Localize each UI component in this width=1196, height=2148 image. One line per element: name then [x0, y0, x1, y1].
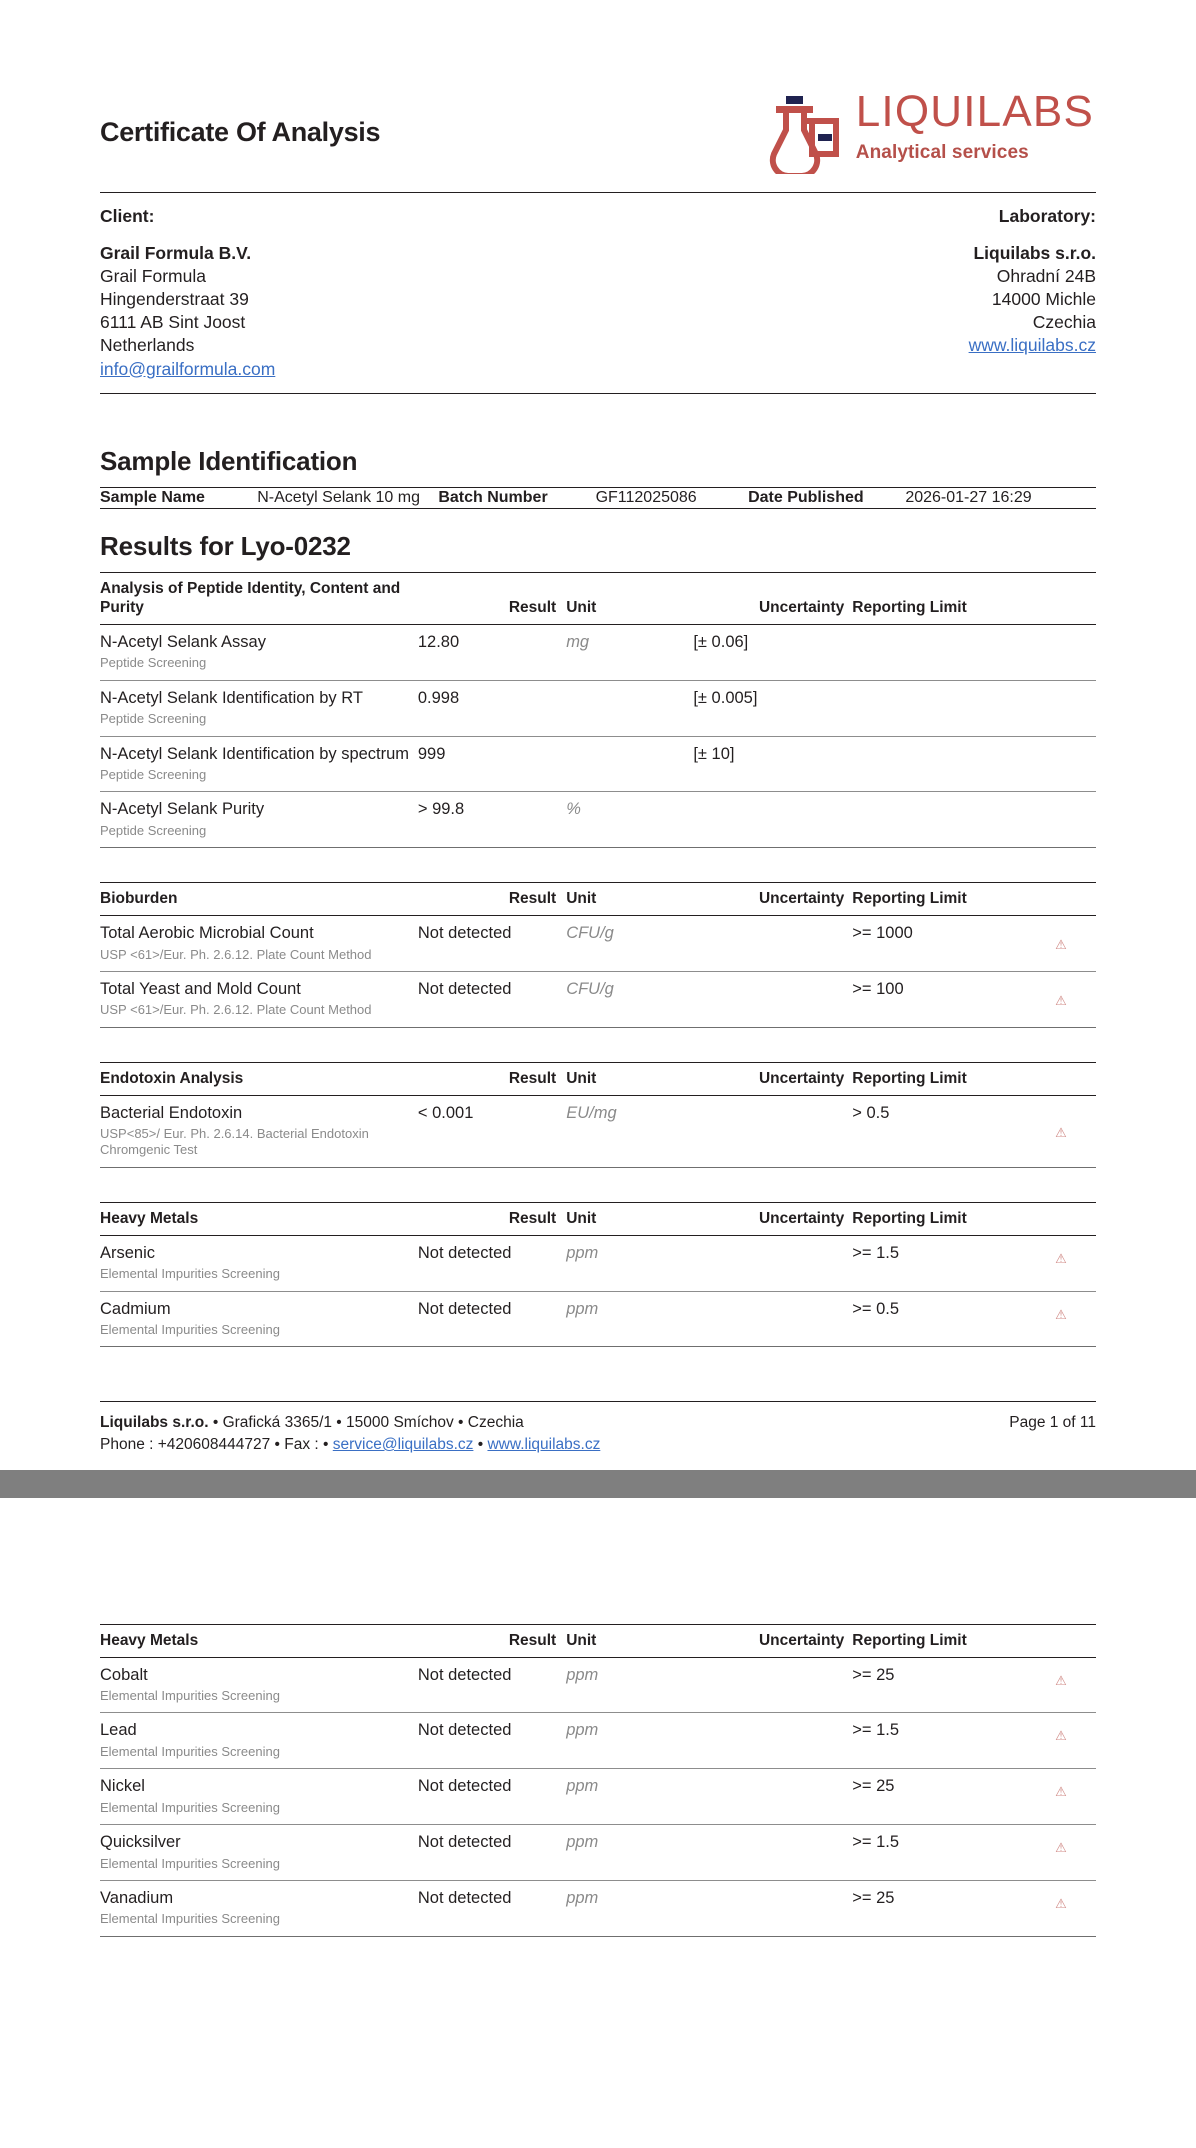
unit-cell: %	[566, 792, 693, 848]
uncertainty-cell	[693, 1095, 852, 1167]
laboratory-website-link[interactable]: www.liquilabs.cz	[968, 335, 1096, 356]
analyte-method: Elemental Impurities Screening	[100, 1266, 280, 1282]
unit-cell: CFU/g	[566, 916, 693, 972]
footer-company: Liquilabs s.r.o.	[100, 1414, 209, 1432]
column-header-unit: Unit	[566, 1202, 693, 1235]
laboratory-address-line: 14000 Michle	[991, 289, 1096, 310]
column-header-result: Result	[418, 1062, 566, 1095]
footer-separator: •	[473, 1436, 488, 1454]
laboratory-heading: Laboratory:	[998, 206, 1096, 226]
table-row	[100, 1235, 1096, 1291]
flag-cell	[1011, 1825, 1096, 1881]
page-footer	[100, 1401, 1096, 1455]
flask-icon	[766, 92, 844, 174]
result-cell: 12.80	[418, 624, 566, 680]
footer-address-row	[100, 1412, 600, 1434]
column-header-uncertainty: Uncertainty	[693, 573, 852, 625]
result-table	[100, 572, 1096, 876]
column-header-unit: Unit	[566, 1624, 693, 1657]
date-published-label: Date Published	[748, 487, 905, 508]
table-row	[100, 1769, 1096, 1825]
column-header-reporting-limit: Reporting Limit	[852, 1062, 1011, 1095]
table-row	[100, 971, 1096, 1027]
table-row	[100, 1657, 1096, 1713]
column-header-unit: Unit	[566, 1062, 693, 1095]
column-header-result: Result	[418, 883, 566, 916]
column-header-category: Analysis of Peptide Identity, Content and Purity	[100, 573, 418, 625]
table-row	[100, 487, 1096, 508]
result-cell: Not detected	[418, 916, 566, 972]
uncertainty-cell	[693, 916, 852, 972]
column-header-flag	[1011, 1062, 1096, 1095]
uncertainty-cell	[693, 1235, 852, 1291]
reporting-limit-cell: >= 25	[852, 1769, 1011, 1825]
results-tables-page1	[100, 572, 1096, 1375]
flag-cell	[1011, 1657, 1096, 1713]
analyte-method: Peptide Screening	[100, 767, 207, 782]
result-cell: 0.998	[418, 680, 566, 736]
sample-identification-title: Sample Identification	[100, 445, 358, 476]
uncertainty-cell: [± 10]	[693, 736, 852, 792]
result-cell: Not detected	[418, 971, 566, 1027]
warning-triangle-icon: ⚠	[1055, 1124, 1067, 1140]
laboratory-block	[969, 205, 1096, 381]
client-address-line: Grail Formula	[100, 266, 206, 287]
analyte-name: N-Acetyl Selank Identification by spectrum	[100, 744, 410, 763]
result-table-4	[100, 1202, 1096, 1348]
client-name: Grail Formula B.V.	[100, 243, 252, 264]
result-table	[100, 882, 1096, 1056]
column-header-reporting-limit: Reporting Limit	[852, 1202, 1011, 1235]
column-header-flag	[1011, 1202, 1096, 1235]
analyte-name: Vanadium	[100, 1888, 174, 1907]
warning-triangle-icon: ⚠	[1055, 1672, 1067, 1688]
analyte-name: Total Yeast and Mold Count	[100, 979, 301, 998]
unit-cell: ppm	[566, 1825, 693, 1881]
unit-cell: CFU/g	[566, 971, 693, 1027]
analyte-cell	[100, 1713, 418, 1769]
analyte-cell	[100, 1291, 418, 1347]
sample-identification-table	[100, 487, 1096, 509]
reporting-limit-cell: > 0.5	[852, 1095, 1011, 1167]
analyte-cell	[100, 1657, 418, 1713]
table-row	[100, 792, 1096, 848]
analyte-method: Elemental Impurities Screening	[100, 1855, 280, 1871]
page-2	[0, 1498, 1196, 1965]
client-address-line: Netherlands	[100, 335, 195, 356]
unit-cell: ppm	[566, 1880, 693, 1936]
logo-tagline: Analytical services	[855, 141, 1029, 163]
table-row	[100, 1095, 1096, 1167]
unit-cell: ppm	[566, 1235, 693, 1291]
analyte-method: Elemental Impurities Screening	[100, 1743, 280, 1759]
reporting-limit-cell: >= 1.5	[852, 1825, 1011, 1881]
table-spacer	[100, 1028, 1096, 1056]
column-header-unit: Unit	[566, 573, 693, 625]
client-block	[100, 205, 275, 381]
reporting-limit-cell: >= 1.5	[852, 1713, 1011, 1769]
sample-name-value: N-Acetyl Selank 10 mg	[257, 487, 438, 508]
column-header-uncertainty: Uncertainty	[693, 1624, 852, 1657]
laboratory-address-line: Ohradní 24B	[996, 266, 1096, 287]
brand-logo	[766, 87, 1096, 174]
result-cell: Not detected	[418, 1235, 566, 1291]
analyte-method: Elemental Impurities Screening	[100, 1799, 280, 1815]
analyte-cell	[100, 736, 418, 792]
table-header-row	[100, 573, 1096, 625]
reporting-limit-cell	[852, 792, 1011, 848]
results-tables-page2	[100, 1624, 1096, 1965]
flag-cell	[1011, 624, 1096, 680]
results-title: Results for Lyo-0232	[100, 531, 351, 562]
date-published-value: 2026-01-27 16:29	[905, 487, 1096, 508]
column-header-flag	[1011, 1624, 1096, 1657]
table-row	[100, 1825, 1096, 1881]
unit-cell	[566, 680, 693, 736]
analyte-name: Bacterial Endotoxin	[100, 1103, 243, 1122]
flag-cell	[1011, 792, 1096, 848]
laboratory-address-line: Czechia	[1032, 312, 1096, 333]
table-header-row	[100, 1624, 1096, 1657]
column-header-reporting-limit: Reporting Limit	[852, 883, 1011, 916]
footer-phone-row	[100, 1434, 600, 1456]
analyte-cell	[100, 916, 418, 972]
analyte-method: USP <61>/Eur. Ph. 2.6.12. Plate Count Method	[100, 946, 372, 962]
analyte-method: Peptide Screening	[100, 711, 207, 727]
analyte-name: N-Acetyl Selank Assay	[100, 632, 266, 651]
result-cell: Not detected	[418, 1657, 566, 1713]
result-table	[100, 1062, 1096, 1196]
table-row	[100, 680, 1096, 736]
analyte-cell	[100, 1095, 418, 1167]
batch-number-value: GF112025086	[596, 487, 748, 508]
unit-cell: ppm	[566, 1713, 693, 1769]
analyte-cell	[100, 1235, 418, 1291]
client-address-line: 6111 AB Sint Joost	[100, 312, 246, 333]
reporting-limit-cell: >= 25	[852, 1880, 1011, 1936]
address-bottom-rule	[100, 393, 1096, 394]
table-spacer	[100, 1937, 1096, 1965]
analyte-cell	[100, 792, 418, 848]
footer-address: • Grafická 3365/1 • 15000 Smíchov • Czechia	[208, 1414, 524, 1432]
laboratory-name: Liquilabs s.r.o.	[973, 243, 1096, 264]
uncertainty-cell	[693, 792, 852, 848]
table-row	[100, 1713, 1096, 1769]
result-table	[100, 1624, 1096, 1965]
reporting-limit-cell: >= 1000	[852, 916, 1011, 972]
reporting-limit-cell	[852, 680, 1011, 736]
column-header-reporting-limit: Reporting Limit	[852, 1624, 1011, 1657]
column-header-flag	[1011, 573, 1096, 625]
uncertainty-cell	[693, 1713, 852, 1769]
batch-number-label: Batch Number	[438, 487, 595, 508]
warning-triangle-icon: ⚠	[1055, 1784, 1067, 1800]
document-header	[100, 60, 1096, 180]
footer-contact	[100, 1412, 600, 1455]
reporting-limit-cell: >= 100	[852, 971, 1011, 1027]
unit-cell: ppm	[566, 1291, 693, 1347]
uncertainty-cell	[693, 971, 852, 1027]
warning-triangle-icon: ⚠	[1055, 1840, 1067, 1856]
analyte-method: Elemental Impurities Screening	[100, 1321, 280, 1337]
column-header-result: Result	[418, 573, 566, 625]
flag-cell	[1011, 1235, 1096, 1291]
column-header-result: Result	[418, 1202, 566, 1235]
flag-cell	[1011, 680, 1096, 736]
client-email-link[interactable]: info@grailformula.com	[100, 358, 276, 379]
flag-cell	[1011, 916, 1096, 972]
warning-triangle-icon: ⚠	[1055, 937, 1067, 953]
result-cell: Not detected	[418, 1769, 566, 1825]
table-row	[100, 736, 1096, 792]
table-row	[100, 1880, 1096, 1936]
result-table-2	[100, 882, 1096, 1028]
footer-phone: Phone : +420608444727 • Fax : •	[100, 1436, 333, 1454]
result-cell: Not detected	[418, 1880, 566, 1936]
analyte-method: Peptide Screening	[100, 822, 207, 838]
reporting-limit-cell: >= 0.5	[852, 1291, 1011, 1347]
warning-triangle-icon: ⚠	[1055, 1250, 1067, 1266]
result-table-3	[100, 1062, 1096, 1168]
warning-triangle-icon: ⚠	[1055, 1306, 1067, 1322]
sample-name-label: Sample Name	[100, 487, 257, 508]
uncertainty-cell	[693, 1825, 852, 1881]
table-row	[100, 624, 1096, 680]
flag-cell	[1011, 1291, 1096, 1347]
result-table	[100, 1202, 1096, 1376]
analyte-method: USP <61>/Eur. Ph. 2.6.12. Plate Count Method	[100, 1002, 372, 1018]
result-cell: Not detected	[418, 1825, 566, 1881]
flag-cell	[1011, 1880, 1096, 1936]
analyte-cell	[100, 680, 418, 736]
analyte-name: Nickel	[100, 1777, 145, 1796]
result-cell: < 0.001	[418, 1095, 566, 1167]
analyte-cell	[100, 971, 418, 1027]
analyte-name: N-Acetyl Selank Identification by RT	[100, 688, 363, 707]
column-header-category: Heavy Metals	[100, 1202, 418, 1235]
analyte-method: USP<85>/ Eur. Ph. 2.6.14. Bacterial Endotoxin Chromgenic Test	[100, 1126, 369, 1158]
client-heading: Client:	[100, 206, 155, 226]
analyte-name: Lead	[100, 1721, 137, 1740]
unit-cell: ppm	[566, 1657, 693, 1713]
flag-cell	[1011, 1713, 1096, 1769]
result-cell: Not detected	[418, 1713, 566, 1769]
analyte-method: Peptide Screening	[100, 655, 207, 671]
flag-cell	[1011, 971, 1096, 1027]
reporting-limit-cell	[852, 624, 1011, 680]
reporting-limit-cell	[852, 736, 1011, 792]
analyte-name: Total Aerobic Microbial Count	[100, 924, 314, 943]
result-cell: > 99.8	[418, 792, 566, 848]
reporting-limit-cell: >= 1.5	[852, 1235, 1011, 1291]
unit-cell	[566, 736, 693, 792]
column-header-flag	[1011, 883, 1096, 916]
flag-cell	[1011, 1095, 1096, 1167]
unit-cell: mg	[566, 624, 693, 680]
warning-triangle-icon: ⚠	[1055, 1895, 1067, 1911]
uncertainty-cell	[693, 1769, 852, 1825]
table-row	[100, 1291, 1096, 1347]
table-header-row	[100, 1062, 1096, 1095]
column-header-category: Endotoxin Analysis	[100, 1062, 418, 1095]
analyte-method: Elemental Impurities Screening	[100, 1911, 280, 1927]
analyte-name: N-Acetyl Selank Purity	[100, 800, 265, 819]
table-header-row	[100, 883, 1096, 916]
footer-website-link[interactable]: www.liquilabs.cz	[487, 1436, 601, 1454]
result-table-1	[100, 572, 1096, 848]
page-separator	[0, 1470, 1196, 1498]
warning-triangle-icon: ⚠	[1055, 992, 1067, 1008]
analyte-method: Elemental Impurities Screening	[100, 1688, 280, 1704]
table-row	[100, 916, 1096, 972]
analyte-cell	[100, 624, 418, 680]
result-cell: 999	[418, 736, 566, 792]
client-address-line: Hingenderstraat 39	[100, 289, 249, 310]
warning-triangle-icon: ⚠	[1055, 1728, 1067, 1744]
column-header-uncertainty: Uncertainty	[693, 1062, 852, 1095]
analyte-cell	[100, 1825, 418, 1881]
footer-email-link[interactable]: service@liquilabs.cz	[332, 1436, 474, 1454]
result-cell: Not detected	[418, 1291, 566, 1347]
column-header-uncertainty: Uncertainty	[693, 1202, 852, 1235]
page-title: Certificate Of Analysis	[100, 116, 381, 147]
uncertainty-cell: [± 0.06]	[693, 624, 852, 680]
analyte-name: Cadmium	[100, 1299, 171, 1318]
analyte-cell	[100, 1880, 418, 1936]
uncertainty-cell	[693, 1657, 852, 1713]
page-number: Page 1 of 11	[1009, 1414, 1096, 1432]
uncertainty-cell	[693, 1880, 852, 1936]
table-spacer	[100, 1347, 1096, 1375]
column-header-category: Bioburden	[100, 883, 418, 916]
column-header-result: Result	[418, 1624, 566, 1657]
unit-cell: ppm	[566, 1769, 693, 1825]
flag-cell	[1011, 1769, 1096, 1825]
table-spacer	[100, 1168, 1096, 1196]
flag-cell	[1011, 736, 1096, 792]
result-table-1	[100, 1624, 1096, 1937]
column-header-unit: Unit	[566, 883, 693, 916]
address-block	[100, 193, 1096, 387]
uncertainty-cell: [± 0.005]	[693, 680, 852, 736]
unit-cell: EU/mg	[566, 1095, 693, 1167]
analyte-name: Quicksilver	[100, 1833, 181, 1852]
table-spacer	[100, 848, 1096, 876]
column-header-uncertainty: Uncertainty	[693, 883, 852, 916]
reporting-limit-cell: >= 25	[852, 1657, 1011, 1713]
column-header-category: Heavy Metals	[100, 1624, 418, 1657]
logo-wordmark: LIQUILABS	[855, 87, 1094, 136]
uncertainty-cell	[693, 1291, 852, 1347]
analyte-name: Cobalt	[100, 1665, 148, 1684]
analyte-name: Arsenic	[100, 1243, 156, 1262]
column-header-reporting-limit: Reporting Limit	[852, 573, 1011, 625]
table-header-row	[100, 1202, 1096, 1235]
analyte-cell	[100, 1769, 418, 1825]
